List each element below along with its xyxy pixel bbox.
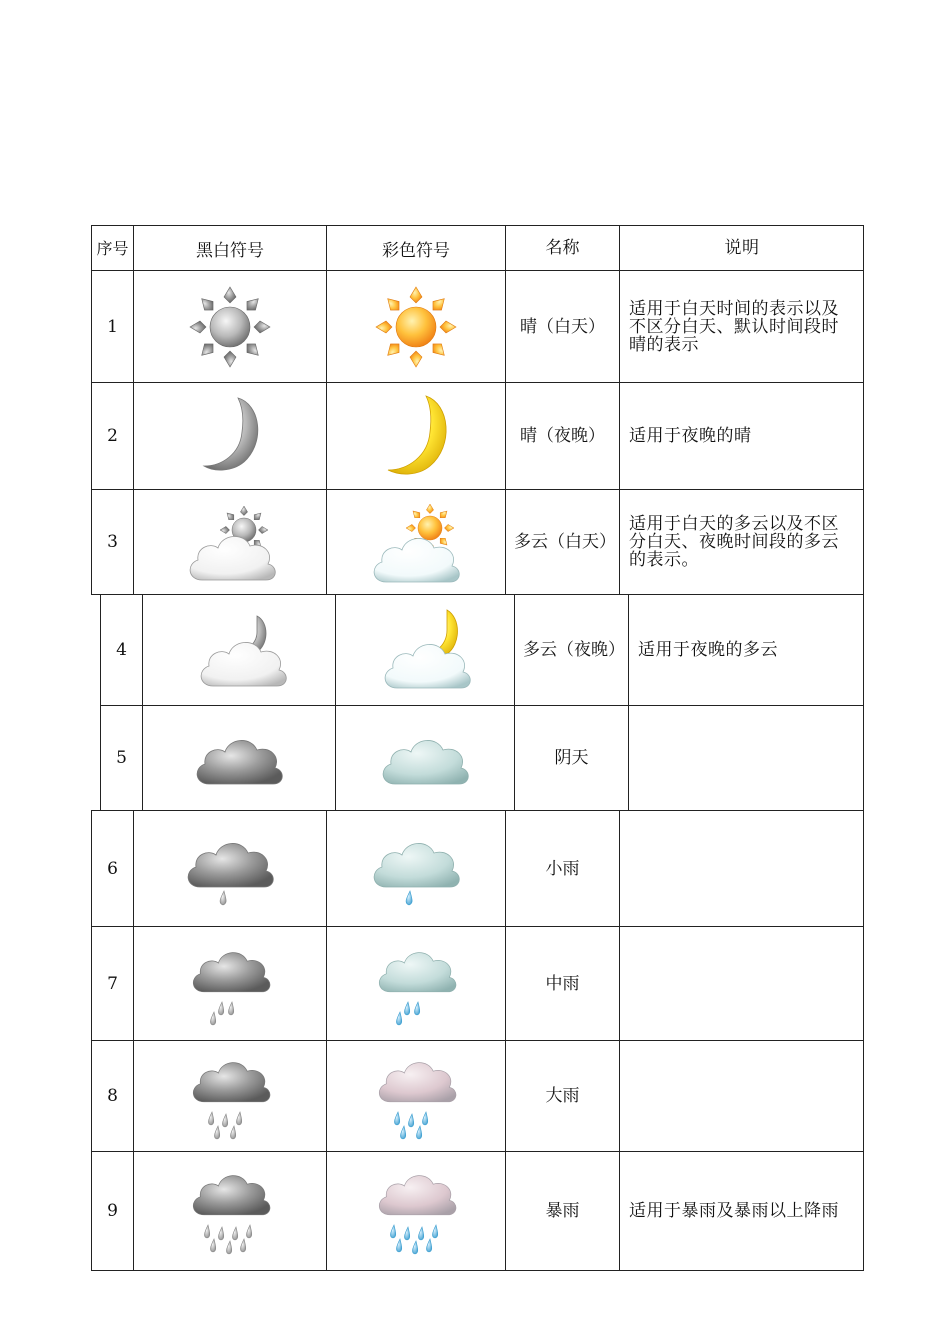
row-description: 适用于夜晚的晴 — [619, 382, 864, 490]
row-index: 8 — [91, 1040, 134, 1152]
row-name: 暴雨 — [505, 1151, 620, 1271]
rainstorm-icon — [133, 1151, 327, 1271]
light-rain-icon — [326, 810, 506, 927]
moderate-rain-icon — [133, 926, 327, 1041]
row-name: 中雨 — [505, 926, 620, 1041]
row-name: 大雨 — [505, 1040, 620, 1152]
row-index: 9 — [91, 1151, 134, 1271]
header-description: 说明 — [619, 225, 864, 271]
header-name: 名称 — [505, 225, 620, 271]
overcast-cloud-icon — [335, 705, 515, 811]
row-index: 7 — [91, 926, 134, 1041]
table-row — [91, 270, 864, 383]
row-description: 适用于夜晚的多云 — [628, 594, 864, 706]
sun-icon — [133, 270, 327, 383]
moon-icon — [133, 382, 327, 490]
table-row — [91, 594, 864, 706]
row-name: 阴天 — [514, 705, 629, 811]
row-name: 晴（夜晚） — [505, 382, 620, 490]
row-description: 适用于白天的多云以及不区分白天、夜晚时间段的多云的表示。 — [619, 489, 864, 595]
row-index: 2 — [91, 382, 134, 490]
row-name: 多云（夜晚） — [514, 594, 629, 706]
row-name: 小雨 — [505, 810, 620, 927]
table-header-row — [91, 225, 864, 271]
cloud-sun-icon — [133, 489, 327, 595]
row-index: 3 — [91, 489, 134, 595]
header-index: 序号 — [91, 225, 134, 271]
row-index: 1 — [91, 270, 134, 383]
table-row — [91, 810, 864, 927]
heavy-rain-icon — [326, 1040, 506, 1152]
table-row — [91, 382, 864, 490]
light-rain-icon — [133, 810, 327, 927]
table-row — [91, 705, 864, 811]
moon-icon — [326, 382, 506, 490]
moderate-rain-icon — [326, 926, 506, 1041]
row-name: 多云（白天） — [505, 489, 620, 595]
row-name: 晴（白天） — [505, 270, 620, 383]
cloud-sun-icon — [326, 489, 506, 595]
row-description: 适用于暴雨及暴雨以上降雨 — [619, 1151, 864, 1271]
row-description — [619, 810, 864, 927]
table-row — [91, 1040, 864, 1152]
row-index: 4 — [100, 594, 143, 706]
table-row — [91, 926, 864, 1041]
cloud-moon-icon — [335, 594, 515, 706]
sun-icon — [326, 270, 506, 383]
table-row — [91, 489, 864, 595]
row-description — [628, 705, 864, 811]
row-description: 适用于白天时间的表示以及不区分白天、默认时间段时晴的表示 — [619, 270, 864, 383]
heavy-rain-icon — [133, 1040, 327, 1152]
header-bw-symbol: 黑白符号 — [133, 225, 327, 271]
row-index: 5 — [100, 705, 143, 811]
cloud-moon-icon — [142, 594, 336, 706]
overcast-cloud-icon — [142, 705, 336, 811]
row-description — [619, 926, 864, 1041]
table-row — [91, 1151, 864, 1271]
header-color-symbol: 彩色符号 — [326, 225, 506, 271]
row-index: 6 — [91, 810, 134, 927]
rainstorm-icon — [326, 1151, 506, 1271]
row-description — [619, 1040, 864, 1152]
